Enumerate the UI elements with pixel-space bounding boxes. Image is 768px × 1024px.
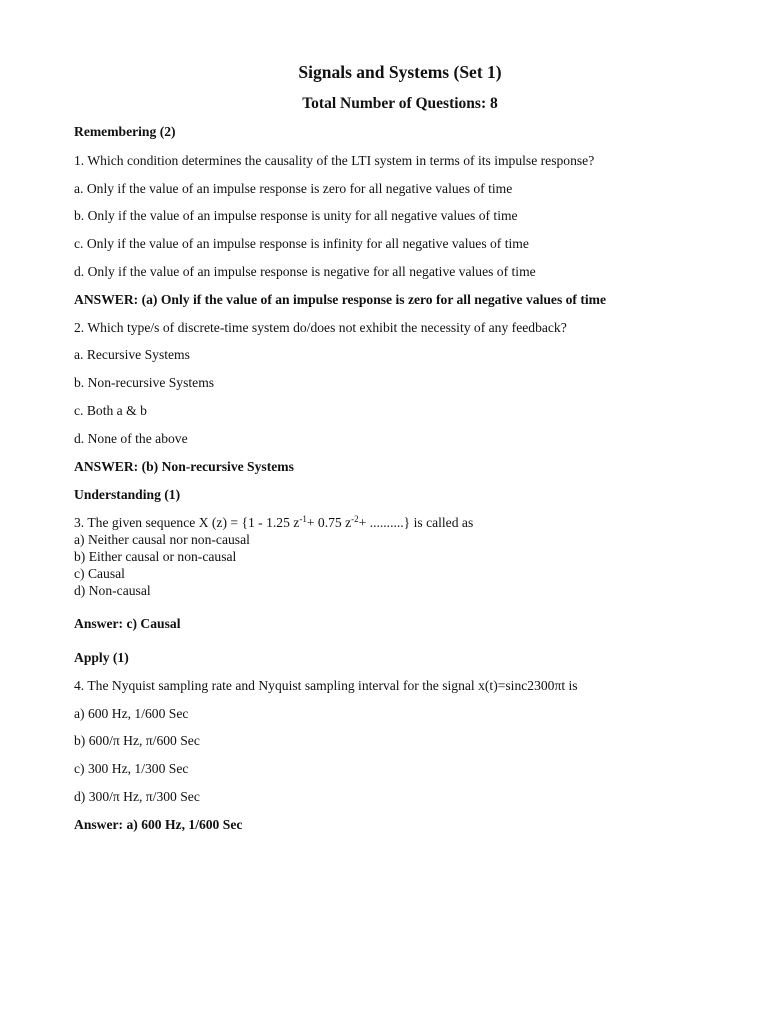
page-title: Signals and Systems (Set 1) [298,62,502,82]
question-3-option-b: b) Either causal or non-causal [74,549,237,564]
question-3-option-c: c) Causal [74,566,125,581]
question-2-option-d: d. None of the above [74,431,188,446]
question-4-option-d: d) 300/π Hz, π/300 Sec [74,789,200,804]
section-heading-understanding: Understanding (1) [74,487,181,502]
question-1-option-a: a. Only if the value of an impulse response is zero for all negative values of time [74,181,513,196]
question-2-text: 2. Which type/s of discrete-time system do/does not exhibit the necessity of any feedback? [74,320,567,335]
section-heading-apply: Apply (1) [74,650,129,665]
question-4-option-a: a) 600 Hz, 1/600 Sec [74,706,189,721]
question-3-answer: Answer: c) Causal [74,616,181,631]
question-4-answer: Answer: a) 600 Hz, 1/600 Sec [74,817,243,832]
question-1-option-d: d. Only if the value of an impulse response is negative for all negative values of time [74,264,536,279]
question-1-answer: ANSWER: (a) Only if the value of an impulse response is zero for all negative values of time [74,292,607,307]
question-4-option-b: b) 600/π Hz, π/600 Sec [74,733,200,748]
question-2-answer: ANSWER: (b) Non-recursive Systems [74,459,294,474]
question-3-option-a: a) Neither causal nor non-causal [74,532,250,547]
question-1-option-b: b. Only if the value of an impulse response is unity for all negative values of time [74,208,518,223]
question-2-option-a: a. Recursive Systems [74,347,190,362]
question-3-text: 3. The given sequence X (z) = {1 - 1.25 $z^{-1}+ 0.75$ $z^{-2}+$ ..........} is called as [74,514,474,530]
superscript: -2 [351,514,359,524]
question-1-option-c: c. Only if the value of an impulse response is infinity for all negative values of time [74,236,529,251]
superscript: -1 [299,514,307,524]
question-1-text: 1. Which condition determines the causality of the LTI system in terms of its impulse response? [74,153,595,168]
question-4-text: 4. The Nyquist sampling rate and Nyquist sampling interval for the signal x(t)=sinc2300πt is [74,678,578,693]
question-count-heading: Total Number of Questions: 8 [302,95,498,112]
section-heading-remembering: Remembering (2) [74,124,176,139]
question-2-option-c: c. Both a & b [74,403,147,418]
question-3-option-d: d) Non-causal [74,583,151,598]
question-4-option-c: c) 300 Hz, 1/300 Sec [74,761,189,776]
question-2-option-b: b. Non-recursive Systems [74,375,215,390]
